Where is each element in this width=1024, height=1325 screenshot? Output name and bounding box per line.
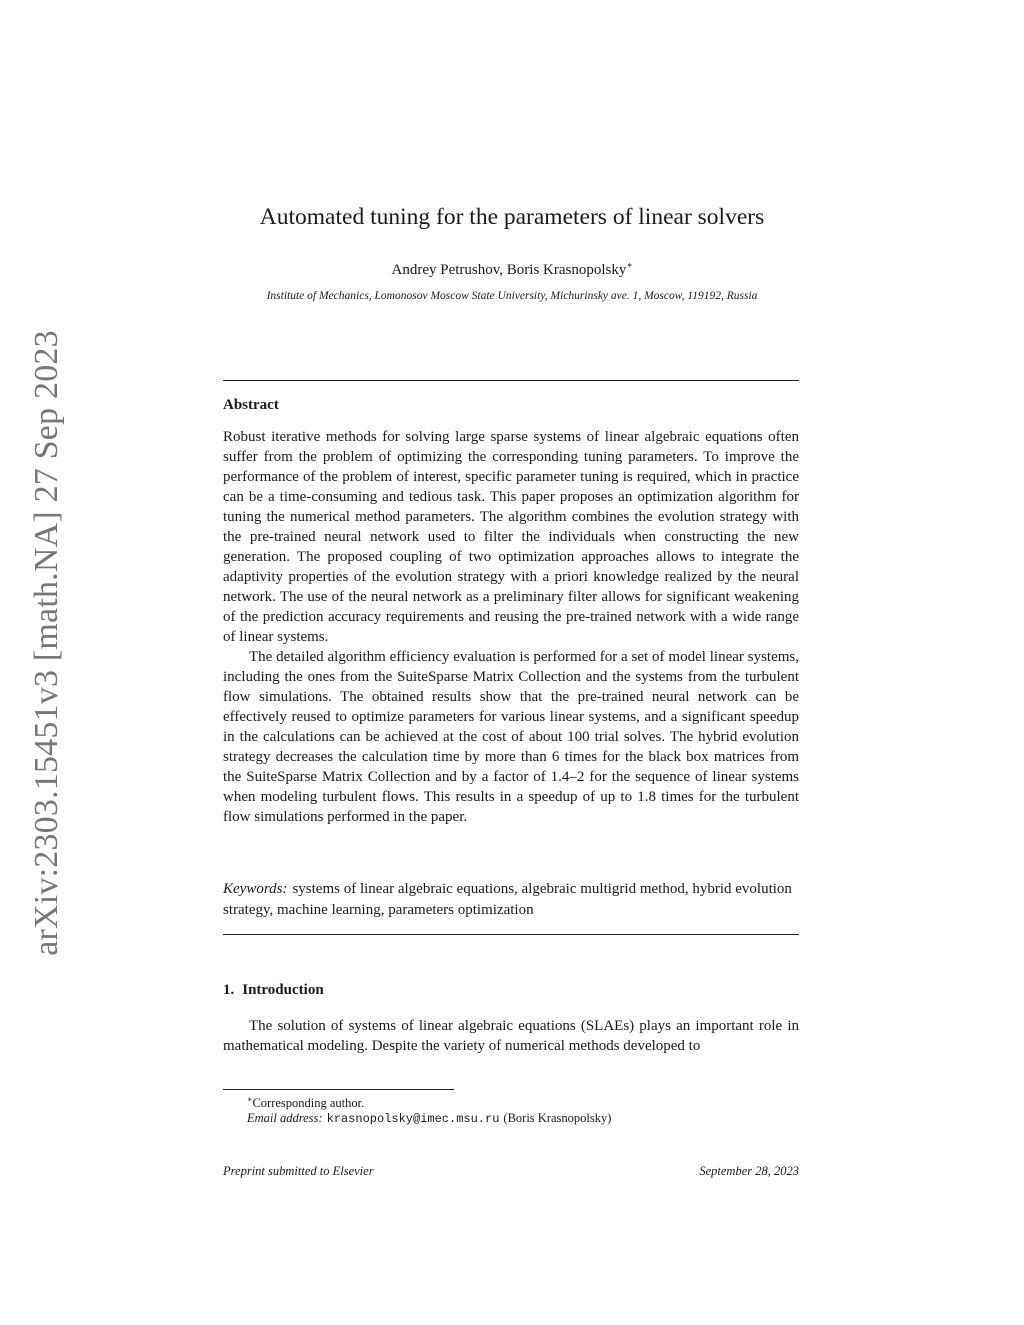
arxiv-stamp — [27, 328, 67, 958]
affiliation: Institute of Mechanics, Lomonosov Moscow State University, Michurinsky ave. 1, Moscow, 119192, Russia — [266, 290, 758, 302]
section-title: Introduction — [242, 982, 324, 998]
keywords — [223, 879, 799, 921]
abstract-heading: Abstract — [223, 397, 279, 413]
arxiv-stamp-text: arXiv:2303.15451v3 [math.NA] 27 Sep 2023 — [28, 330, 66, 956]
abstract-body — [223, 427, 799, 827]
abstract-paragraph: The detailed algorithm efficiency evaluation is performed for a set of model linear systems, including the ones from the SuiteSparse Matrix Collection and the systems from the turbulent flow simulations. The obtained results show that the pre-trained neural network can be effectively reused to optimize parameters for various linear systems, and a significant speedup in the calculations can be achieved at the cost of about 100 trial solves. The hybrid evolution strategy decreases the calculation time by more than 6 times for the black box matrices from the SuiteSparse Matrix Collection and by a factor of 1.4–2 for the sequence of linear systems when modeling turbulent flows. This results in a speedup of up to 1.8 times for the turbulent flow simulations performed in the paper. — [223, 649, 799, 825]
corresponding-mark: ∗ — [626, 260, 633, 270]
footnote-rule — [223, 1089, 454, 1090]
footnote-mark: ∗ — [247, 1095, 253, 1104]
email-label: Email address: — [247, 1111, 323, 1125]
section-heading — [223, 982, 324, 999]
paper-title: Automated tuning for the parameters of linear solvers — [259, 204, 765, 230]
email-link[interactable]: krasnopolsky@imec.msu.ru — [326, 1112, 500, 1126]
footnote-corresponding-text: Corresponding author. — [252, 1096, 365, 1111]
footer-preprint: Preprint submitted to Elsevier — [223, 1164, 374, 1178]
keywords-label: Keywords: — [223, 881, 288, 897]
intro-paragraph: The solution of systems of linear algebraic equations (SLAEs) plays an important role in mathematical modeling. Despite the variety of numerical methods developed to — [223, 1018, 799, 1054]
abstract-paragraph: Robust iterative methods for solving large sparse systems of linear algebraic equations often suffer from the problem of optimizing the corresponding tuning parameters. To improve the performance of the problem of interest, specific parameter tuning is required, which in practice can be a time-consuming and tedious task. This paper proposes an optimization algorithm for tuning the numerical method parameters. The algorithm combines the evolution strategy with the pre-trained neural network used to filter the individuals when constructing the new generation. The proposed coupling of two optimization approaches allows to integrate the adaptivity properties of the evolution strategy with a priori knowledge realized by the neural network. The use of the neural network as a preliminary filter allows for significant weakening of the prediction accuracy requirements and reusing the pre-trained network with a wide range of linear systems. — [223, 429, 799, 645]
footnote-email — [247, 1111, 611, 1126]
footnote-corresponding — [247, 1095, 364, 1111]
abstract-bottom-rule — [223, 934, 799, 935]
author-names: Andrey Petrushov, Boris Krasnopolsky — [391, 262, 627, 278]
email-owner: (Boris Krasnopolsky) — [503, 1111, 612, 1125]
keywords-text: systems of linear algebraic equations, algebraic multigrid method, hybrid evolution strategy, machine learning, parameters optimization — [223, 881, 792, 918]
footer-date: September 28, 2023 — [699, 1164, 799, 1178]
section-number: 1. — [223, 982, 235, 998]
abstract-top-rule — [223, 380, 799, 381]
author-list — [0, 260, 1024, 279]
